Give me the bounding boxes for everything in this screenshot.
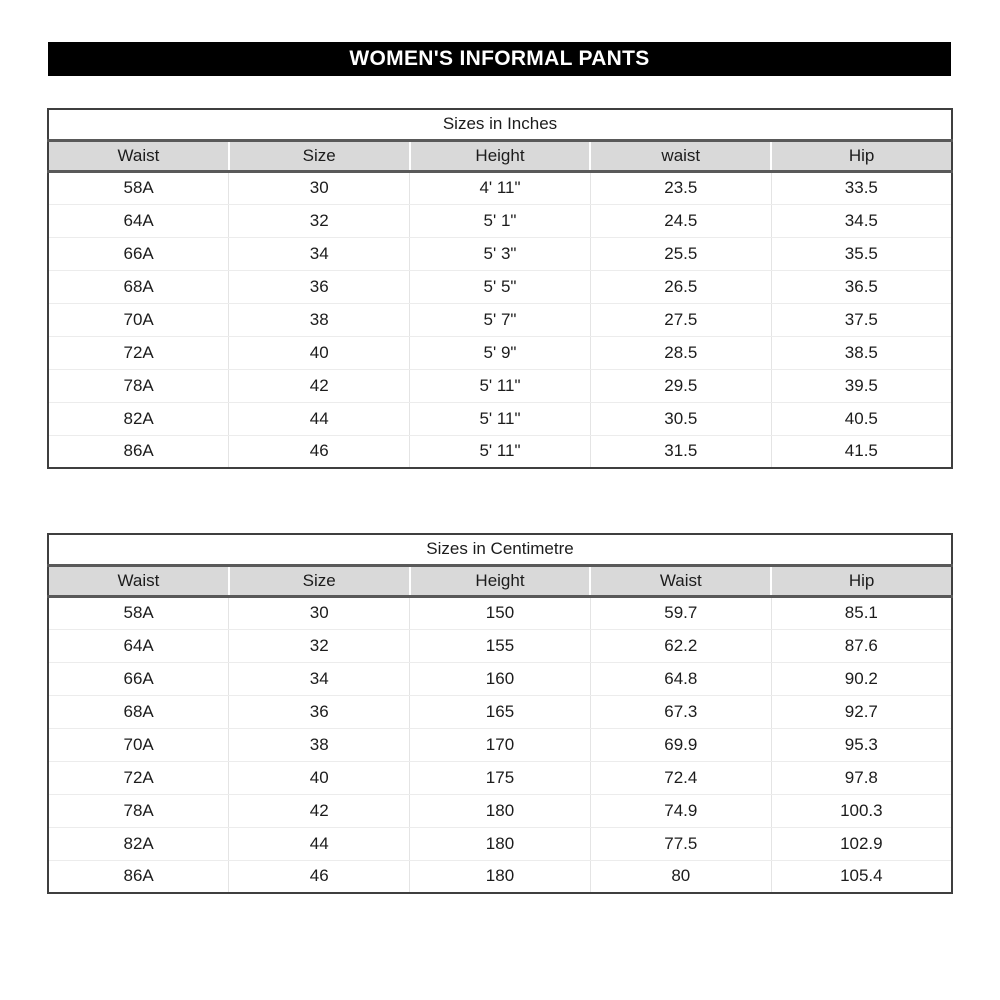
table-row [48, 860, 952, 893]
column-header: Size [229, 140, 410, 171]
sizes-in-inches-table [47, 108, 953, 469]
table-cell: 38.5 [771, 336, 952, 369]
table-cell: 100.3 [771, 794, 952, 827]
table-cell: 38 [229, 303, 410, 336]
table-cell: 31.5 [590, 435, 771, 468]
table-cell: 42 [229, 369, 410, 402]
table-cell: 64A [48, 204, 229, 237]
table-cell: 40 [229, 336, 410, 369]
table-cell: 92.7 [771, 695, 952, 728]
table-cell: 42 [229, 794, 410, 827]
table-cell: 72A [48, 336, 229, 369]
table-cell: 78A [48, 369, 229, 402]
table-cell: 180 [410, 827, 591, 860]
table-cell: 26.5 [590, 270, 771, 303]
table-header-row [48, 565, 952, 596]
table-cell: 102.9 [771, 827, 952, 860]
table-cell: 41.5 [771, 435, 952, 468]
table-row [48, 596, 952, 629]
table-cell: 72A [48, 761, 229, 794]
table-cell: 58A [48, 596, 229, 629]
table-cell: 5' 11" [410, 369, 591, 402]
column-header: Hip [771, 565, 952, 596]
table-cell: 32 [229, 204, 410, 237]
table-cell: 5' 7" [410, 303, 591, 336]
table-cell: 86A [123, 441, 154, 461]
table-cell: 36.5 [771, 270, 952, 303]
table-cell: 34 [229, 662, 410, 695]
column-header: Height [410, 140, 591, 171]
column-header: Waist [48, 140, 229, 171]
table-cell: 66A [48, 237, 229, 270]
table-cell: 23.5 [590, 171, 771, 204]
table-cell: 34.5 [771, 204, 952, 237]
table-cell: 70A [48, 303, 229, 336]
table-cell: 32 [229, 629, 410, 662]
table-cell: 5' 3" [410, 237, 591, 270]
table-header-row [48, 140, 952, 171]
table-cell: 62.2 [590, 629, 771, 662]
table-title: Sizes in Inches [48, 109, 952, 140]
table-cell: 80 [590, 860, 771, 893]
table-cell: 85.1 [771, 596, 952, 629]
table-cell: 175 [410, 761, 591, 794]
table-cell: 24.5 [590, 204, 771, 237]
table-cell: 165 [410, 695, 591, 728]
table-cell: 66A [48, 662, 229, 695]
table-row [48, 204, 952, 237]
table-row [48, 270, 952, 303]
table-cell: 39.5 [771, 369, 952, 402]
table-cell: 36 [229, 695, 410, 728]
table-row [48, 402, 952, 435]
table-cell: 44 [229, 402, 410, 435]
sizes-in-centimetre-table [47, 533, 953, 894]
table-cell: 5' 1" [410, 204, 591, 237]
table-title-row [48, 109, 952, 140]
column-header: waist [590, 140, 771, 171]
table-cell: 59.7 [590, 596, 771, 629]
table-cell: 180 [410, 860, 591, 893]
table-row [48, 369, 952, 402]
table-cell: 46 [229, 860, 410, 893]
table-cell: 40.5 [771, 402, 952, 435]
table-cell: 74.9 [590, 794, 771, 827]
table-cell: 68A [48, 695, 229, 728]
table-cell: 30 [229, 171, 410, 204]
table-cell: 68A [48, 270, 229, 303]
table-cell: 25.5 [590, 237, 771, 270]
table-cell: 28.5 [590, 336, 771, 369]
table-cell: 44 [229, 827, 410, 860]
table-cell: 27.5 [590, 303, 771, 336]
table-cell: 36 [229, 270, 410, 303]
table-cell: 105.4 [771, 860, 952, 893]
table-cell: 67.3 [590, 695, 771, 728]
table-cell: 160 [410, 662, 591, 695]
table-cell: 35.5 [771, 237, 952, 270]
table-cell: 95.3 [771, 728, 952, 761]
table-row [48, 237, 952, 270]
table-cell: 77.5 [590, 827, 771, 860]
table-cell: 5' 5" [410, 270, 591, 303]
table-cell: 40 [229, 761, 410, 794]
table-cell: 37.5 [771, 303, 952, 336]
table-cell: 64.8 [590, 662, 771, 695]
table-cell: 70A [48, 728, 229, 761]
column-header: Hip [771, 140, 952, 171]
table-row [48, 827, 952, 860]
table-cell: 155 [410, 629, 591, 662]
table-row [48, 794, 952, 827]
table-cell: 86A [123, 866, 154, 886]
table-cell: 5' 11" [410, 435, 591, 468]
table-row [48, 336, 952, 369]
table-title: Sizes in Centimetre [48, 534, 952, 565]
table-cell: 87.6 [771, 629, 952, 662]
table-cell: 78A [48, 794, 229, 827]
table-cell: 58A [48, 171, 229, 204]
table-cell: 69.9 [590, 728, 771, 761]
table-cell: 29.5 [590, 369, 771, 402]
table-cell: 170 [410, 728, 591, 761]
column-header: Height [410, 565, 591, 596]
table-cell: 46 [229, 435, 410, 468]
column-header: Waist [590, 565, 771, 596]
table-cell: 82A [48, 827, 229, 860]
table-row [48, 695, 952, 728]
table-cell: 64A [48, 629, 229, 662]
table-cell: 150 [410, 596, 591, 629]
table-cell: 30 [229, 596, 410, 629]
table-row [48, 761, 952, 794]
table-cell: 38 [229, 728, 410, 761]
table-cell: 90.2 [771, 662, 952, 695]
table-cell: 34 [229, 237, 410, 270]
column-header: Size [229, 565, 410, 596]
table-row [48, 629, 952, 662]
table-row [48, 171, 952, 204]
sizes-in-inches-section [47, 108, 953, 469]
table-cell: 30.5 [590, 402, 771, 435]
column-header: Waist [48, 565, 229, 596]
table-cell: 5' 11" [410, 402, 591, 435]
page-title: WOMEN'S INFORMAL PANTS [349, 47, 650, 70]
table-cell: 33.5 [771, 171, 952, 204]
table-cell: 97.8 [771, 761, 952, 794]
table-cell: 4' 11" [410, 171, 591, 204]
table-cell: 180 [410, 794, 591, 827]
table-title-row [48, 534, 952, 565]
table-row [48, 662, 952, 695]
table-cell: 5' 9" [410, 336, 591, 369]
table-cell: 72.4 [590, 761, 771, 794]
table-cell: 82A [48, 402, 229, 435]
table-row [48, 435, 952, 468]
table-row [48, 728, 952, 761]
title-banner [48, 42, 951, 76]
table-row [48, 303, 952, 336]
sizes-in-centimetre-section [47, 533, 953, 894]
